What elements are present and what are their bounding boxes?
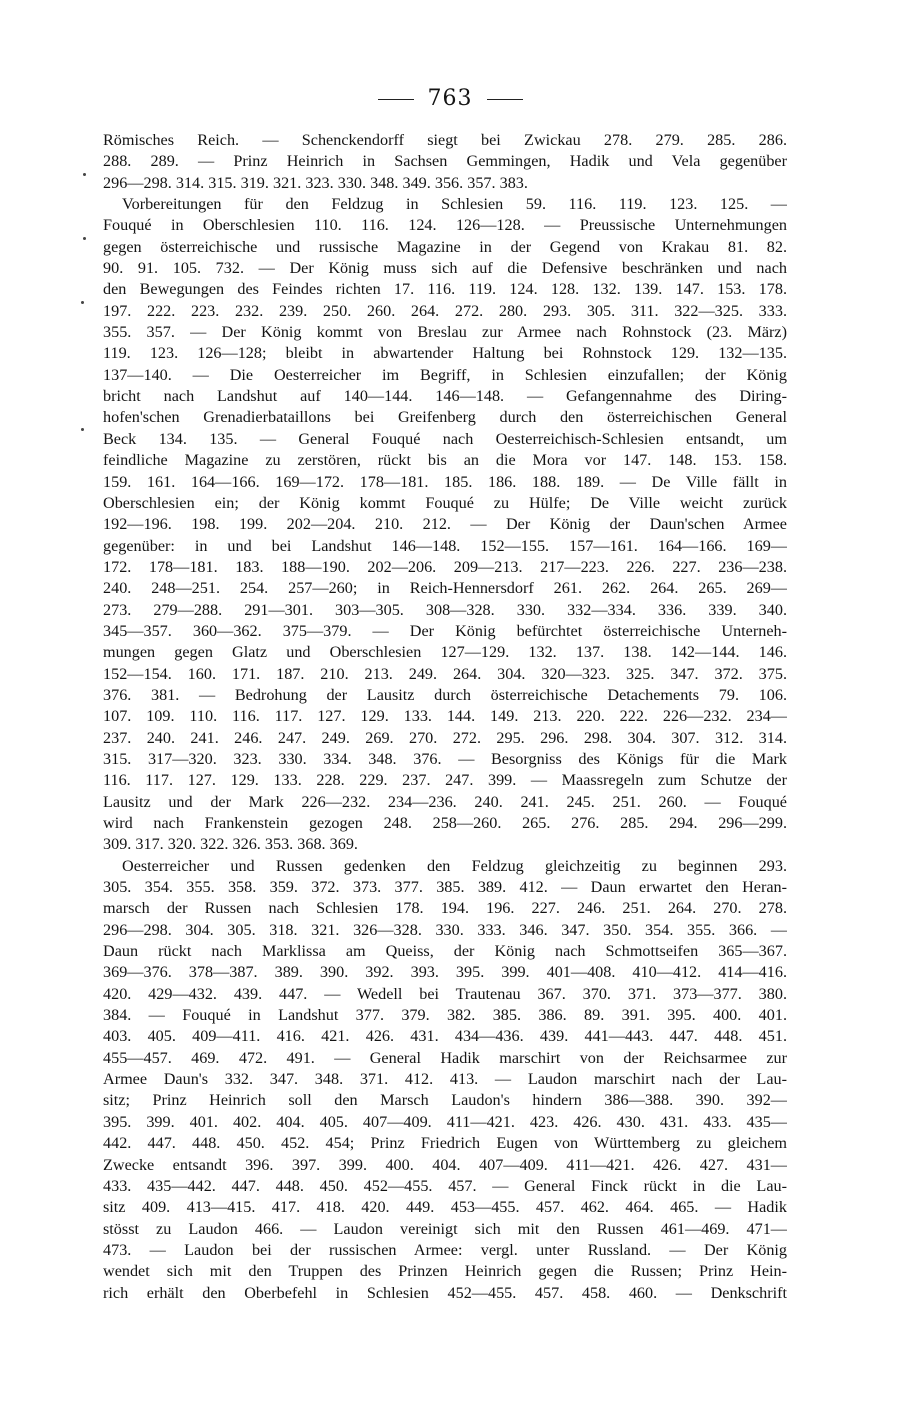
text-line: Römisches Reich. — Schenckendorff siegt bei Zwickau 278. 279. 285. 286. <box>103 131 787 149</box>
text-line: 197. 222. 223. 232. 239. 250. 260. 264. 272. 280. 293. 305. 311. 322—325. 333. <box>103 301 787 320</box>
text-line: 107. 109. 110. 116. 117. 127. 129. 133. 144. 149. 213. 220. 222. 226—232. 234— <box>103 707 787 726</box>
text-line: 309. 317. 320. 322. 326. 353. 368. 369. <box>103 835 358 854</box>
text-line: wird nach Frankenstein gezogen 248. 258—260. 265. 276. 285. 294. 296—299. <box>103 814 787 832</box>
margin-speck <box>83 173 86 176</box>
text-line: 172. 178—181. 183. 188—190. 202—206. 209—213. 217—223. 226. 227. 236—238. <box>103 557 787 576</box>
text-line: 288. 289. — Prinz Heinrich in Sachsen Gemmingen, Hadik und Vela gegenüber <box>103 152 787 171</box>
text-line: 137—140. — Die Oesterreicher im Begriff, in Schlesien einzufallen; der König <box>103 365 787 384</box>
text-line: 240. 248—251. 254. 257—260; in Reich-Hennersdorf 261. 262. 264. 265. 269— <box>103 579 787 598</box>
text-line: Oesterreicher und Russen gedenken den Feldzug gleichzeitig zu beginnen 293. <box>122 856 787 875</box>
text-line: Lausitz und der Mark 226—232. 234—236. 240. 241. 245. 251. 260. — Fouqué <box>103 792 787 811</box>
page-number-value: 763 <box>427 86 473 111</box>
text-line: 420. 429—432. 439. 447. — Wedell bei Trautenau 367. 370. 371. 373—377. 380. <box>103 984 787 1003</box>
text-line: Fouqué in Oberschlesien 110. 116. 124. 126—128. — Preussische Unternehmungen <box>103 216 787 235</box>
right-rule <box>487 99 523 100</box>
text-line: 376. 381. — Bedrohung der Lausitz durch österreichische Detachements 79. 106. <box>103 685 787 704</box>
text-line: marsch der Russen nach Schlesien 178. 194. 196. 227. 246. 251. 264. 270. 278. <box>103 899 787 918</box>
text-line: 473. — Laudon bei der russischen Armee: vergl. unter Russland. — Der König <box>103 1240 787 1259</box>
text-line: 159. 161. 164—166. 169—172. 178—181. 185. 186. 188. 189. — De Ville fällt in <box>103 472 787 491</box>
text-line: gegenüber: in und bei Landshut 146—148. 152—155. 157—161. 164—166. 169— <box>103 536 787 555</box>
text-line: 384. — Fouqué in Landshut 377. 379. 382. 385. 386. 89. 391. 395. 400. 401. <box>103 1006 787 1025</box>
text-line: 90. 91. 105. 732. — Der König muss sich auf die Defensive beschränken und nach <box>103 259 787 278</box>
text-line: hofen'schen Grenadierbataillons bei Greifenberg durch den österreichischen General <box>103 408 787 427</box>
text-line: feindliche Magazine zu zerstören, rückt bis an die Mora vor 147. 148. 153. 158. <box>103 451 787 470</box>
text-line: Armee Daun's 332. 347. 348. 371. 412. 413. — Laudon marschirt nach der Lau- <box>103 1070 787 1089</box>
text-line: bricht nach Landshut auf 140—144. 146—148. — Gefangennahme des Diring- <box>103 387 787 406</box>
text-line: stösst zu Laudon 466. — Laudon vereinigt sich mit den Russen 461—469. 471— <box>103 1219 787 1238</box>
text-line: 455—457. 469. 472. 491. — General Hadik marschirt von der Reichsarmee zur <box>103 1048 787 1067</box>
text-line: Oberschlesien ein; der König kommt Fouqué zu Hülfe; De Ville weicht zurück <box>103 493 787 512</box>
margin-speck <box>83 237 86 240</box>
left-rule <box>378 99 414 100</box>
text-line: rich erhält den Oberbefehl in Schlesien 452—455. 457. 458. 460. — Denkschrift <box>103 1283 787 1302</box>
text-line: mungen gegen Glatz und Oberschlesien 127—129. 132. 137. 138. 142—144. 146. <box>103 643 787 662</box>
text-line: 315. 317—320. 323. 330. 334. 348. 376. — Besorgniss des Königs für die Mark <box>103 749 787 768</box>
page-number <box>0 86 900 111</box>
text-line: 192—196. 198. 199. 202—204. 210. 212. — Der König der Daun'schen Armee <box>103 515 787 534</box>
text-line: 152—154. 160. 171. 187. 210. 213. 249. 264. 304. 320—323. 325. 347. 372. 375. <box>103 664 787 683</box>
text-line: 442. 447. 448. 450. 452. 454; Prinz Friedrich Eugen von Württemberg zu gleichem <box>103 1134 787 1153</box>
text-line: Beck 134. 135. — General Fouqué nach Oesterreichisch-Schlesien entsandt, um <box>103 429 787 448</box>
text-line: Zwecke entsandt 396. 397. 399. 400. 404. 407—409. 411—421. 426. 427. 431— <box>103 1155 787 1174</box>
text-line: 369—376. 378—387. 389. 390. 392. 393. 395. 399. 401—408. 410—412. 414—416. <box>103 963 787 982</box>
text-line: Daun rückt nach Marklissa am Queiss, der König nach Schmottseifen 365—367. <box>103 942 787 961</box>
index-text-block <box>103 130 787 1304</box>
text-line: 116. 117. 127. 129. 133. 228. 229. 237. 247. 399. — Maassregeln zum Schutze der <box>103 771 787 790</box>
text-line: 433. 435—442. 447. 448. 450. 452—455. 457. — General Finck rückt in die Lau- <box>103 1176 787 1195</box>
text-line: 237. 240. 241. 246. 247. 249. 269. 270. 272. 295. 296. 298. 304. 307. 312. 314. <box>103 728 787 747</box>
text-line: 355. 357. — Der König kommt von Breslau zur Armee nach Rohnstock (23. März) <box>103 323 787 342</box>
text-line: sitz; Prinz Heinrich soll den Marsch Laudon's hindern 386—388. 390. 392— <box>103 1091 787 1110</box>
margin-speck <box>81 428 84 431</box>
text-line: wendet sich mit den Truppen des Prinzen Heinrich gegen die Russen; Prinz Hein- <box>103 1262 787 1281</box>
text-line: Vorbereitungen für den Feldzug in Schlesien 59. 116. 119. 123. 125. — <box>122 195 787 214</box>
text-line: 305. 354. 355. 358. 359. 372. 373. 377. 385. 389. 412. — Daun erwartet den Heran- <box>103 878 787 897</box>
text-line: 119. 123. 126—128; bleibt in abwartender Haltung bei Rohnstock 129. 132—135. <box>103 344 787 363</box>
text-line: 296—298. 314. 315. 319. 321. 323. 330. 348. 349. 356. 357. 383. <box>103 173 528 192</box>
text-line: 296—298. 304. 305. 318. 321. 326—328. 330. 333. 346. 347. 350. 354. 355. 366. — <box>103 920 787 939</box>
text-line: sitz 409. 413—415. 417. 418. 420. 449. 453—455. 457. 462. 464. 465. — Hadik <box>103 1198 787 1217</box>
text-line: gegen österreichische und russische Magazine in der Gegend von Krakau 81. 82. <box>103 237 787 256</box>
text-line: 273. 279—288. 291—301. 303—305. 308—328. 330. 332—334. 336. 339. 340. <box>103 600 787 619</box>
text-line: 395. 399. 401. 402. 404. 405. 407—409. 411—421. 423. 426. 430. 431. 433. 435— <box>103 1112 787 1131</box>
text-line: 345—357. 360—362. 375—379. — Der König befürchtet österreichische Unterneh- <box>103 621 787 640</box>
margin-speck <box>81 301 84 304</box>
text-line: 403. 405. 409—411. 416. 421. 426. 431. 434—436. 439. 441—443. 447. 448. 451. <box>103 1027 787 1046</box>
text-line: den Bewegungen des Feindes richten 17. 116. 119. 124. 128. 132. 139. 147. 153. 178. <box>103 280 787 299</box>
